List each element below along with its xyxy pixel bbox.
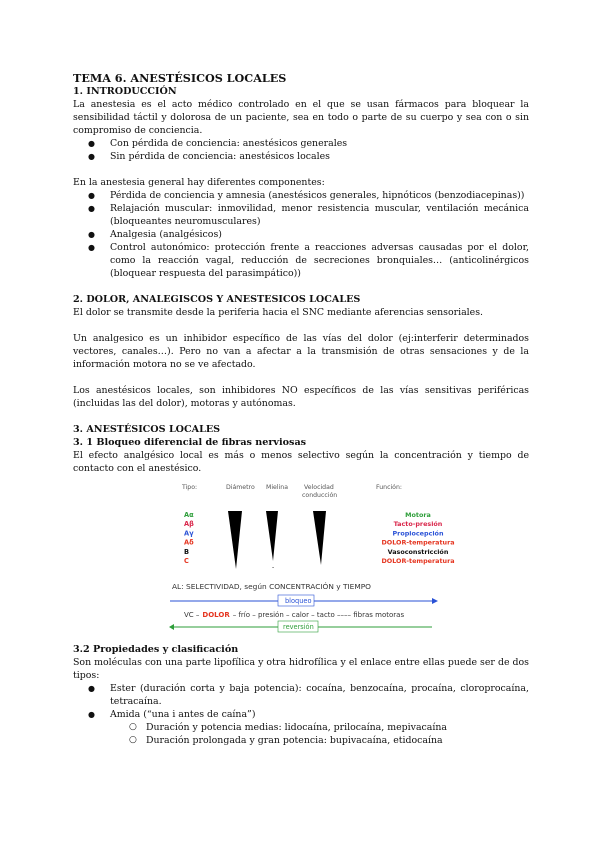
analgesico-paragraph: Un analgesico es un inhibidor específico de las vías del dolor (ej:interferir determinados vectores, canales…). Pero no van a afectar a la transmisión de otras sensaciones y de la información motora no se ve afectado. xyxy=(73,333,529,370)
components-list xyxy=(73,189,529,280)
dolor-paragraph: El dolor se transmite desde la periferia hacia el SNC mediante aferencias sensoriales. xyxy=(73,307,484,318)
components-intro: En la anestesia general hay diferentes componentes: xyxy=(73,177,325,188)
list-item: ● Ester (duración corta y baja potencia): cocaína, benzocaína, procaína, cloroprocaína, tetracaína. xyxy=(88,683,529,707)
document-title: TEMA 6. ANESTÉSICOS LOCALES xyxy=(73,71,287,85)
vc-dolor: DOLOR xyxy=(202,611,230,619)
conciencia-list xyxy=(73,137,529,163)
subsection-3-2-heading: 3.2 Propiedades y clasificación xyxy=(73,644,239,655)
list-item: ○ Duración prolongada y gran potencia: bupivacaína, etidocaína xyxy=(129,735,443,746)
bullet-icon: ● xyxy=(88,230,95,239)
fiber-function-5: DOLOR-temperatura xyxy=(381,557,455,565)
fiber-type-5: C xyxy=(184,557,189,565)
bullet-icon: ● xyxy=(88,710,95,719)
vc-line: VC – DOLOR – frío – presión – calor – tacto –––– fibras motoras xyxy=(184,611,405,619)
diameter-wedge xyxy=(228,511,242,569)
fiber-type-4: B xyxy=(184,547,190,556)
list-item: ○ Duración y potencia medias: lidocaína, prilocaína, mepivacaína xyxy=(129,722,448,733)
list-item: ● Relajación muscular: inmovilidad, menor resistencia muscular, ventilación mecánica (bloqueantes neuromusculares) xyxy=(88,203,529,227)
bloqueo-label: bloqueo xyxy=(285,597,312,605)
list-item: ● Analgesia (analgésicos) xyxy=(88,229,222,240)
fiber-function-4: Vasoconstricción xyxy=(387,547,449,556)
bullet-icon: ● xyxy=(88,243,95,252)
list-item: ● Amida (“una i antes de caína”) xyxy=(88,709,256,720)
fiber-function-2: Propiocepción xyxy=(392,529,444,538)
anestesicos-paragraph: Los anestésicos locales, son inhibidores NO específicos de las vías sensitivas periféricas (incluidas las del dolor), motoras y autónomas. xyxy=(73,385,529,409)
reversion-label: reversión xyxy=(283,623,314,631)
section-3-heading: 3. ANESTÉSICOS LOCALES xyxy=(73,424,221,435)
bullet-icon: ● xyxy=(88,191,95,200)
intro-paragraph: La anestesia es el acto médico controlado en el que se usan fármacos para bloquear la sensibilidad táctil y dolorosa de un paciente, sea en todo o parte de su cuerpo y sea con o sin compromiso de conciencia. xyxy=(73,99,529,136)
bullet-icon: ● xyxy=(88,204,95,213)
list-item: ● Con pérdida de conciencia: anestésicos generales xyxy=(88,138,348,149)
fiber-diagram xyxy=(170,481,455,633)
fiber-block-figure xyxy=(73,481,529,633)
reversion-arrowhead xyxy=(169,624,174,630)
fiber-function-1: Tacto-presión xyxy=(393,520,443,529)
bloqueo-arrowhead xyxy=(432,598,438,604)
bloqueo-paragraph: El efecto analgésico local es más o menos selectivo según la concentración y tiempo de contacto con el anestésico. xyxy=(73,450,529,474)
bullet-icon: ● xyxy=(88,684,95,693)
header-diametro: Diámetro xyxy=(226,484,255,491)
header-mielina: Mielina xyxy=(266,484,289,491)
bullet-icon: ● xyxy=(88,139,95,148)
velocity-wedge xyxy=(313,511,326,565)
fiber-type-3: Aδ xyxy=(184,538,194,547)
header-funcion: Función: xyxy=(376,484,402,491)
list-item: ● Sin pérdida de conciencia: anestésicos locales xyxy=(88,151,330,162)
list-item: ● Control autonómico: protección frente a reacciones adversas causadas por el dolor, como la reacción vagal, reducción de secreciones bronquiales… (anticolinérgicos (bloquear respuesta del parasimpático)) xyxy=(88,242,529,279)
subsection-3-1-heading: 3. 1 Bloqueo diferencial de fibras nerviosas xyxy=(73,437,307,448)
bullet-icon: ● xyxy=(88,152,95,161)
myelin-dash: - xyxy=(272,564,275,571)
fiber-type-0: Aα xyxy=(184,511,194,519)
myelin-wedge xyxy=(266,511,278,561)
fiber-function-3: DOLOR-temperatura xyxy=(381,538,455,547)
document-page xyxy=(73,72,529,747)
section-2-heading: 2. DOLOR, ANALEGISCOS Y ANESTESICOS LOCALES xyxy=(73,294,361,305)
list-item: ● Pérdida de conciencia y amnesia (anestésicos generales, hipnóticos (benzodiacepinas)) xyxy=(88,190,525,201)
section-1-heading: 1. INTRODUCCIÓN xyxy=(73,86,177,97)
fiber-type-1: Aβ xyxy=(184,520,194,529)
header-tipo: Tipo: xyxy=(182,484,198,491)
al-selectividad-label: AL: SELECTIVIDAD, según CONCENTRACIÓN y TIEMPO xyxy=(172,582,371,591)
header-velocidad: Velocidad xyxy=(304,484,334,491)
circle-bullet-icon: ○ xyxy=(129,722,137,732)
fiber-function-0: Motora xyxy=(405,511,431,519)
header-conduccion: conducción xyxy=(302,492,338,499)
fiber-type-2: Aγ xyxy=(184,529,194,538)
enlace-types-list xyxy=(73,682,529,747)
propiedades-paragraph: Son moléculas con una parte lipofílica y otra hidrofílica y el enlace entre ellas puede ser de dos tipos: xyxy=(73,657,529,681)
circle-bullet-icon: ○ xyxy=(129,735,137,745)
